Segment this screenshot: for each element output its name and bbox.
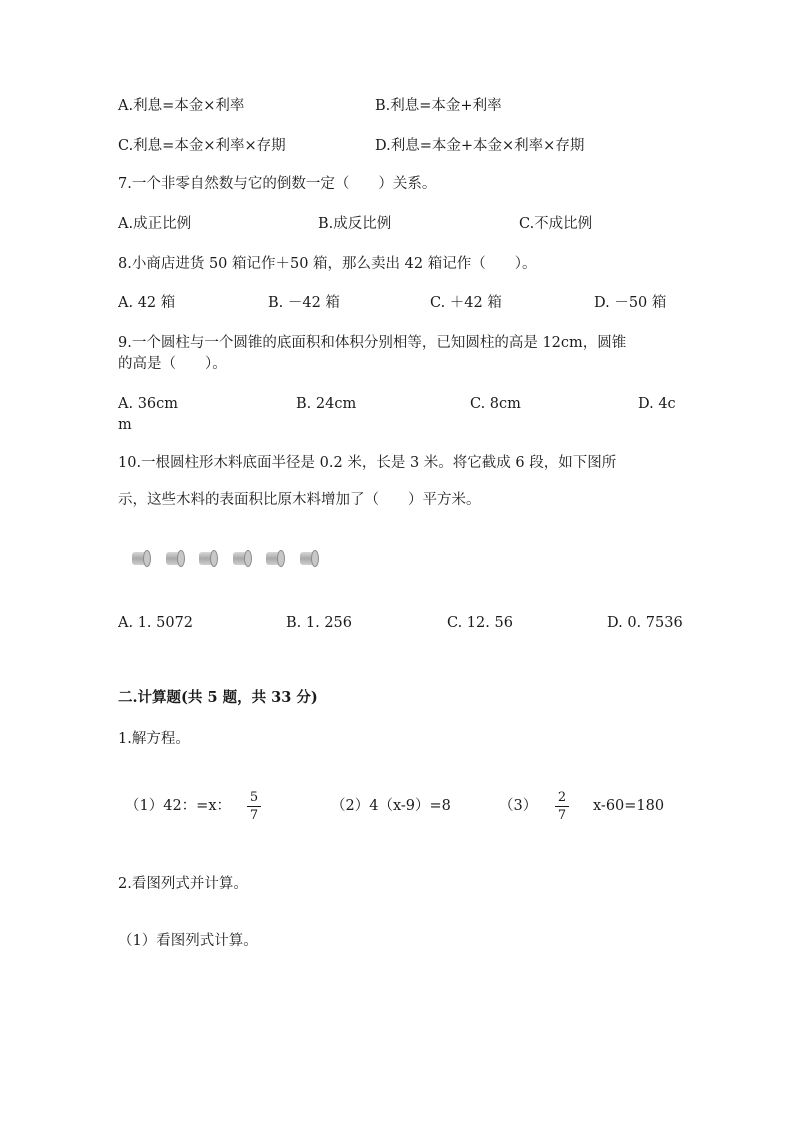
q10-stem-line2: 示，这些木料的表面积比原木料增加了（ ）平方米。 <box>118 492 481 508</box>
log-segment <box>233 550 252 567</box>
log-segment <box>166 550 185 567</box>
q6-option-c: C.利息=本金×利率×存期 <box>118 138 286 154</box>
q8-option-d: D. －50 箱 <box>594 295 667 311</box>
q8-stem: 8.小商店进货 50 箱记作＋50 箱，那么卖出 42 箱记作（ ）。 <box>118 256 537 272</box>
q9-stem-line1: 9.一个圆柱与一个圆锥的底面积和体积分别相等，已知圆柱的高是 12cm，圆锥 <box>118 335 627 351</box>
equation-1-prefix: （1）42：=x： <box>125 798 232 814</box>
section2-heading: 二.计算题(共 5 题，共 33 分) <box>118 689 318 706</box>
q9-option-d-part2: m <box>118 417 132 433</box>
q7-option-c: C.不成比例 <box>519 216 593 232</box>
q10-stem-line1: 10.一根圆柱形木料底面半径是 0.2 米，长是 3 米。将它截成 6 段，如下图所 <box>118 455 617 471</box>
q9-option-a: A. 36cm <box>118 396 179 412</box>
q10-option-a: A. 1. 5072 <box>118 615 194 631</box>
equation-3-denominator: 7 <box>557 808 567 823</box>
q7-option-b: B.成反比例 <box>318 216 392 232</box>
q9-option-d-part1: D. 4c <box>638 396 676 412</box>
q10-option-c: C. 12. 56 <box>447 615 513 631</box>
equation-2: （2）4（x-9）=8 <box>331 798 451 814</box>
log-segments-figure <box>128 548 323 572</box>
equation-1-numerator: 5 <box>249 790 259 805</box>
equation-3-prefix: （3） <box>499 798 538 814</box>
section2-q2-title: 2.看图列式并计算。 <box>118 876 248 892</box>
q8-option-a: A. 42 箱 <box>118 295 176 311</box>
q6-option-b: B.利息=本金+利率 <box>375 98 502 114</box>
q10-option-d: D. 0. 7536 <box>607 615 683 631</box>
q9-stem-line2: 的高是（ ）。 <box>118 356 227 372</box>
q7-option-a: A.成正比例 <box>118 216 192 232</box>
q8-option-b: B. －42 箱 <box>268 295 340 311</box>
log-segment <box>132 550 151 567</box>
equation-3-fraction <box>554 790 570 823</box>
equation-1-denominator: 7 <box>249 808 259 823</box>
log-segment <box>199 550 218 567</box>
equation-3-numerator: 2 <box>557 790 567 805</box>
equation-1-fraction <box>246 790 262 823</box>
q6-option-d: D.利息=本金+本金×利率×存期 <box>375 138 585 154</box>
q9-option-b: B. 24cm <box>296 396 357 412</box>
log-segment <box>300 550 319 567</box>
q6-option-a: A.利息=本金×利率 <box>118 98 245 114</box>
equation-3-suffix: x-60=180 <box>593 798 665 814</box>
q7-stem: 7.一个非零自然数与它的倒数一定（ ）关系。 <box>118 176 437 192</box>
log-segment <box>266 550 285 567</box>
q10-option-b: B. 1. 256 <box>286 615 352 631</box>
section2-q2-sub1: （1）看图列式计算。 <box>118 933 258 949</box>
q9-option-c: C. 8cm <box>470 396 521 412</box>
q8-option-c: C. ＋42 箱 <box>430 295 502 311</box>
section2-q1-title: 1.解方程。 <box>118 731 190 747</box>
